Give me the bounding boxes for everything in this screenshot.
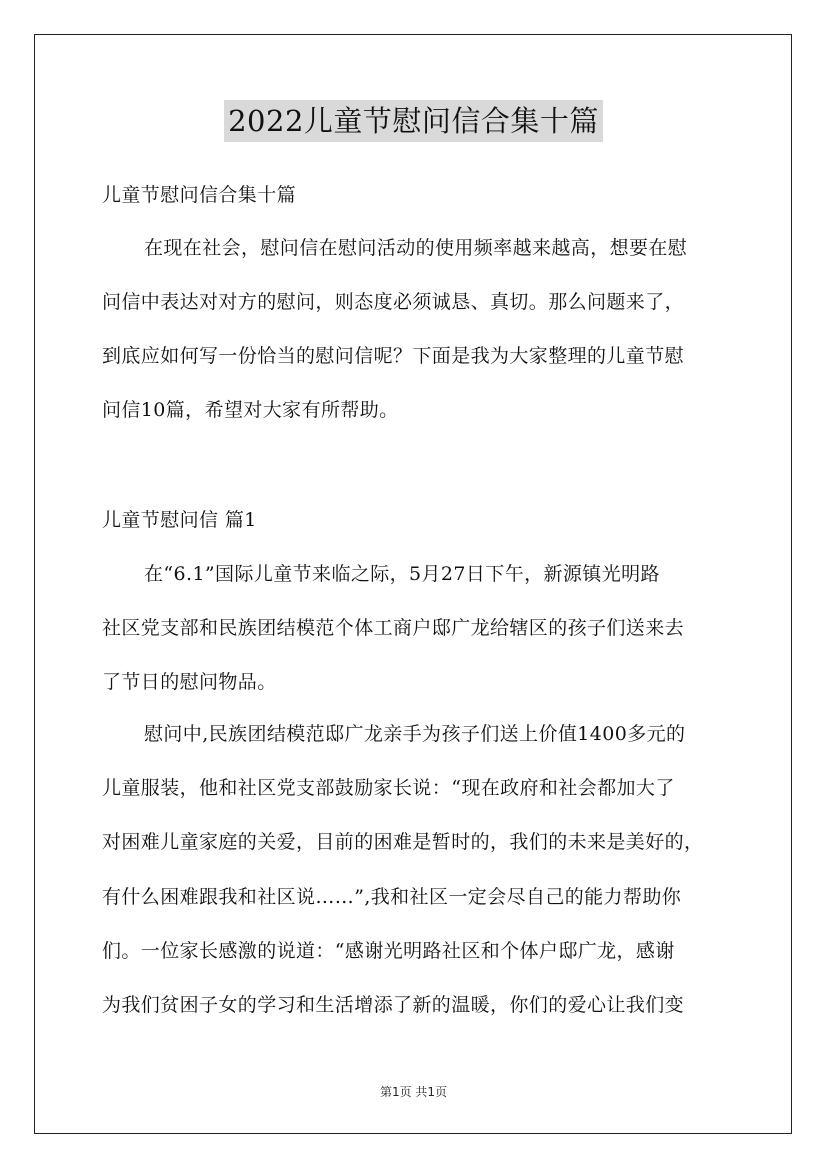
document-title: 2022儿童节慰问信合集十篇	[224, 100, 603, 142]
section-line-6: 对困难儿童家庭的关爱，目前的困难是暂时的，我们的未来是美好的，	[102, 831, 704, 853]
intro-line-3: 到底应如何写一份恰当的慰问信呢？下面是我为大家整理的儿童节慰	[102, 345, 685, 367]
intro-line-2: 问信中表达对对方的慰问，则态度必须诚恳、真切。那么问题来了，	[102, 291, 685, 313]
intro-line-4: 问信10篇，希望对大家有所帮助。	[102, 399, 399, 421]
section-heading: 儿童节慰问信 篇1	[102, 509, 257, 531]
section-line-3: 了节日的慰问物品。	[102, 671, 277, 693]
section-line-2: 社区党支部和民族团结模范个体工商户邸广龙给辖区的孩子们送来去	[102, 617, 685, 639]
title-container	[0, 100, 827, 142]
document-subtitle: 儿童节慰问信合集十篇	[102, 184, 297, 206]
section-line-8: 们。一位家长感激的说道：“感谢光明路社区和个体户邸广龙，感谢	[102, 940, 675, 962]
section-line-4: 慰问中,民族团结模范邸广龙亲手为孩子们送上价值1400多元的	[144, 723, 686, 745]
section-line-5: 儿童服装，他和社区党支部鼓励家长说：“现在政府和社会都加大了	[102, 777, 675, 799]
section-line-7: 有什么困难跟我和社区说……”,我和社区一定会尽自己的能力帮助你	[102, 886, 682, 908]
section-line-1: 在“6.1”国际儿童节来临之际，5月27日下午，新源镇光明路	[144, 563, 660, 585]
section-line-9: 为我们贫困子女的学习和生活增添了新的温暖，你们的爱心让我们变	[102, 994, 685, 1016]
page-footer: 第1页 共1页	[379, 1085, 448, 1099]
intro-line-1: 在现在社会，慰问信在慰问活动的使用频率越来越高，想要在慰	[144, 237, 688, 259]
